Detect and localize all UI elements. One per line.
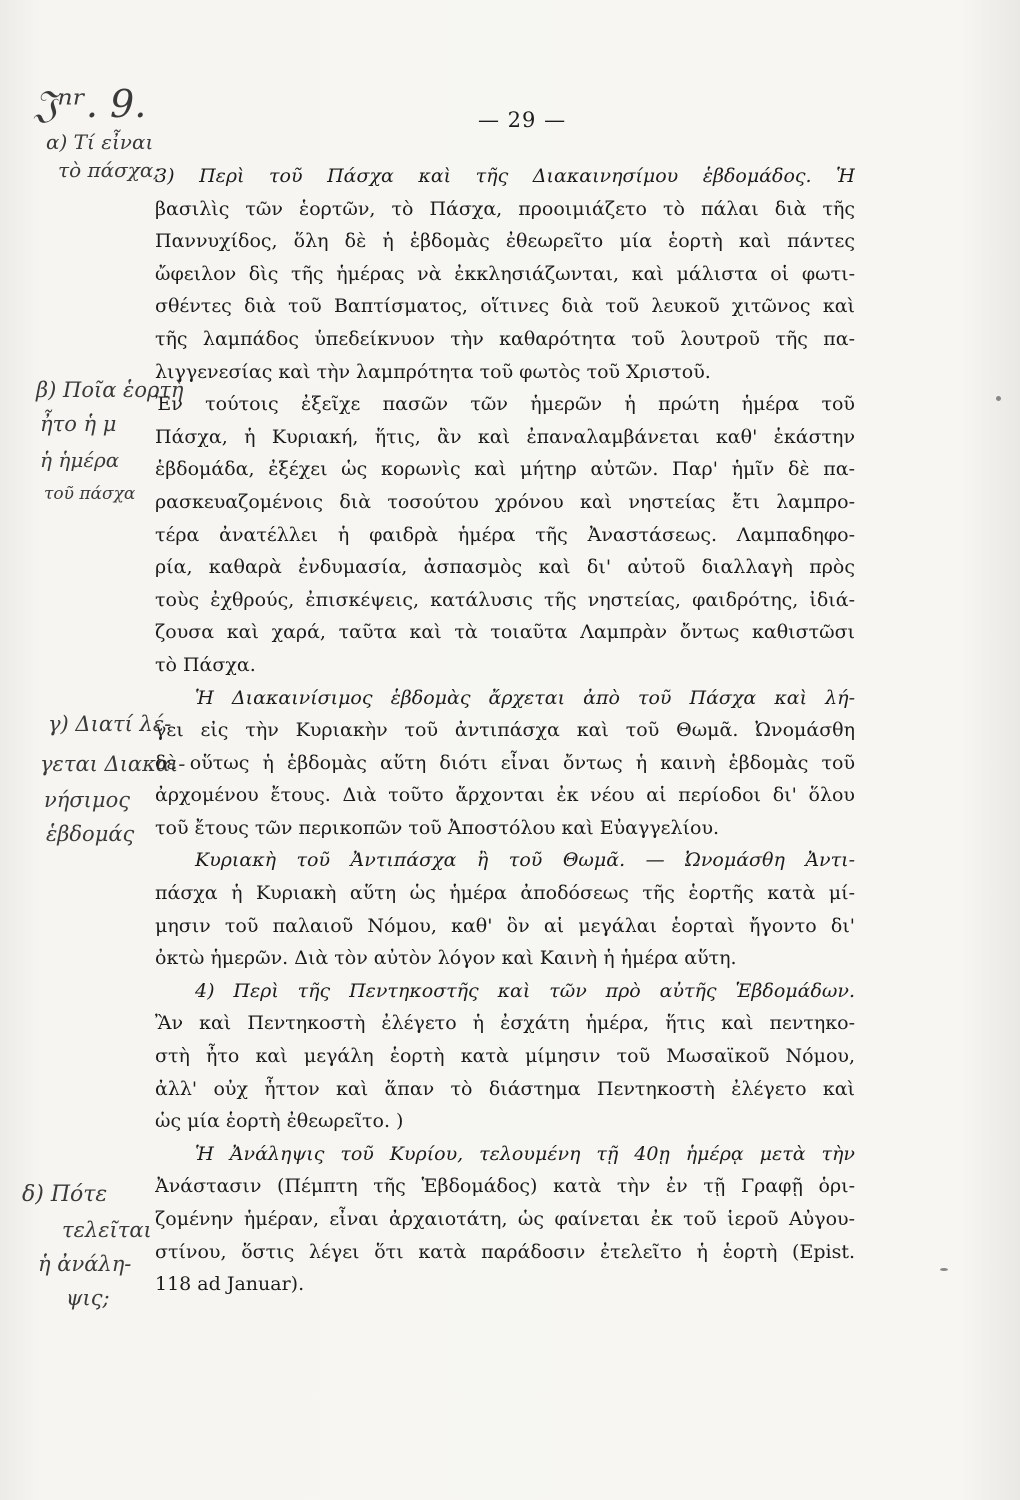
text-line: ὡς μία ἑορτὴ ἐθεωρεῖτο. ) (155, 1110, 404, 1133)
text-line: Ἐν τούτοις ἐξεῖχε πασῶν τῶν ἡμερῶν ἡ πρώτη ἡμέρα τοῦ (155, 393, 855, 416)
page-number: — 29 — (478, 108, 567, 132)
text-line: στίνου, ὅστις λέγει ὅτι κατὰ παράδοσιν ἐτελεῖτο ἡ ἑορτὴ (Epist. (155, 1240, 855, 1263)
text-line: βασιλὶς τῶν ἑορτῶν, τὸ Πάσχα, προοιμιάζετο τὸ πάλαι διὰ τῆς (155, 197, 855, 220)
margin-note: γεται Διακαι- (40, 752, 186, 776)
text-line: Πάσχα, ἡ Κυριακή, ἥτις, ἂν καὶ ἐπαναλαμβάνεται καθ' ἑκάστην (155, 425, 855, 448)
paper-speck (996, 396, 1001, 401)
text-line: λιγγενεσίας καὶ τὴν λαμπρότητα τοῦ φωτὸς τοῦ Χριστοῦ. (155, 360, 711, 383)
text-line: 4) Περὶ τῆς Πεντηκοστῆς καὶ τῶν πρὸ αὐτῆς Ἑβδομάδων. (195, 979, 855, 1002)
margin-note: τοῦ πάσχα (44, 484, 136, 504)
margin-note: ἡ ἡμέρα (40, 448, 120, 472)
text-line: τοὺς ἐχθρούς, ἐπισκέψεις, κατάλυσις τῆς νηστείας, φαιδρότης, ἰδιά- (155, 588, 855, 611)
paper-speck (940, 1268, 948, 1271)
body-text (155, 160, 855, 1301)
text-line: Παννυχίδος, ὅλη δὲ ἡ ἑβδομὰς ἐθεωρεῖτο μία ἑορτὴ καὶ πάντες (155, 230, 855, 253)
text-line: Ἡ Διακαινίσιμος ἑβδομὰς ἄρχεται ἀπὸ τοῦ Πάσχα καὶ λή- (195, 686, 855, 709)
text-line: ζουσα καὶ χαρά, ταῦτα καὶ τὰ τοιαῦτα Λαμπρὰν ὄντως καθιστῶσι (155, 621, 855, 644)
text-line: στὴ ἦτο καὶ μεγάλη ἑορτὴ κατὰ μίμησιν τοῦ Μωσαϊκοῦ Νόμου, (155, 1045, 855, 1068)
margin-note: νήσιμος (44, 788, 130, 812)
margin-note: ἑβδομάς (46, 822, 135, 846)
text-line: ἑβδομάδα, ἐξέχει ὡς κορωνὶς καὶ μήτηρ αὐτῶν. Παρ' ἡμῖν δὲ πα- (155, 458, 855, 481)
text-line: ἀλλ' οὐχ ἧττον καὶ ἅπαν τὸ διάστημα Πεντηκοστὴ ἐλέγετο καὶ (155, 1077, 855, 1100)
text-line: 3) Περὶ τοῦ Πάσχα καὶ τῆς Διακαινησίμου ἑβδομάδος. Ἡ (155, 165, 855, 187)
text-line: ὀκτὼ ἡμερῶν. Διὰ τὸν αὐτὸν λόγον καὶ Καινὴ ἡ ἡμέρα αὕτη. (155, 947, 737, 970)
text-line: μησιν τοῦ παλαιοῦ Νόμου, καθ' ὃν αἱ μεγάλαι ἑορταὶ ἤγοντο δι' (155, 914, 855, 937)
margin-note: τὸ πάσχα; (58, 158, 161, 182)
margin-note: ἦτο ἡ μ (40, 412, 117, 436)
text-line: δὲ οὕτως ἡ ἑβδομὰς αὕτη διότι εἶναι ὄντως ἡ καινὴ ἑβδομὰς τοῦ (155, 751, 855, 774)
margin-note: γ) Διατί λέ- (48, 712, 172, 736)
text-line: Ἀνάστασιν (Πέμπτη τῆς Ἑβδομάδος) κατὰ τὴν ἐν τῇ Γραφῇ ὁρι- (155, 1175, 855, 1198)
text-line: ρία, καθαρὰ ἐνδυμασία, ἀσπασμὸς καὶ δι' αὐτοῦ διαλλαγὴ πρὸς (155, 556, 855, 579)
text-line: τὸ Πάσχα. (155, 653, 256, 676)
text-line: ζομένην ἡμέραν, εἶναι ἀρχαιοτάτη, ὡς φαίνεται ἐκ τοῦ ἱεροῦ Αὐγου- (155, 1208, 855, 1230)
text-line: τῆς λαμπάδος ὑπεδείκνυον τὴν καθαρότητα τοῦ λουτροῦ τῆς πα- (155, 327, 855, 350)
handwritten-header-reference: 𝔍ⁿʳ. 9. (34, 82, 147, 126)
text-line: Κυριακὴ τοῦ Ἀντιπάσχα ἢ τοῦ Θωμᾶ. — Ὠνομάσθη Ἀντι- (195, 849, 855, 872)
text-line: Ἡ Ἀνάληψις τοῦ Κυρίου, τελουμένη τῇ 40ῃ ἡμέρᾳ μετὰ τὴν (195, 1142, 855, 1165)
text-line: ρασκευαζομένοις διὰ τοσούτου χρόνου καὶ νηστείας ἔτι λαμπρο- (155, 490, 855, 513)
margin-note: τελεῖται (62, 1218, 152, 1242)
text-line: γει εἰς τὴν Κυριακὴν τοῦ ἀντιπάσχα καὶ τοῦ Θωμᾶ. Ὠνομάσθη (155, 719, 855, 742)
text-line: τοῦ ἔτους τῶν περικοπῶν τοῦ Ἀποστόλου καὶ Εὐαγγελίου. (155, 816, 720, 839)
text-line: τέρα ἀνατέλλει ἡ φαιδρὰ ἡμέρα τῆς Ἀναστάσεως. Λαμπαδηφο- (155, 523, 855, 546)
text-line: 118 ad Januar). (155, 1273, 305, 1296)
text-line: Ἂν καὶ Πεντηκοστὴ ἐλέγετο ἡ ἐσχάτη ἡμέρα, ἥτις καὶ πεντηκο- (155, 1012, 855, 1035)
text-line: σθέντες διὰ τοῦ Βαπτίσματος, οἵτινες διὰ τοῦ λευκοῦ χιτῶνος καὶ (155, 295, 855, 318)
margin-note: δ) Πότε (22, 1182, 108, 1207)
text-line: ἀρχομένου ἔτους. Διὰ τοῦτο ἄρχονται ἐκ νέου αἱ περίοδοι δι' ὅλου (155, 784, 855, 807)
margin-note: ἡ ἀνάλη- (38, 1252, 132, 1276)
text-line: πάσχα ἡ Κυριακὴ αὕτη ὡς ἡμέρα ἀποδόσεως τῆς ἑορτῆς κατὰ μί- (155, 882, 855, 905)
margin-note: β) Ποῖα ἑορτὴ (36, 378, 184, 402)
margin-note: ψις; (66, 1286, 110, 1310)
text-line: ὤφειλον δὶς τῆς ἡμέρας νὰ ἐκκλησιάζωνται, καὶ μάλιστα οἱ φωτι- (155, 262, 855, 285)
margin-note: α) Τί εἶναι (46, 130, 154, 154)
